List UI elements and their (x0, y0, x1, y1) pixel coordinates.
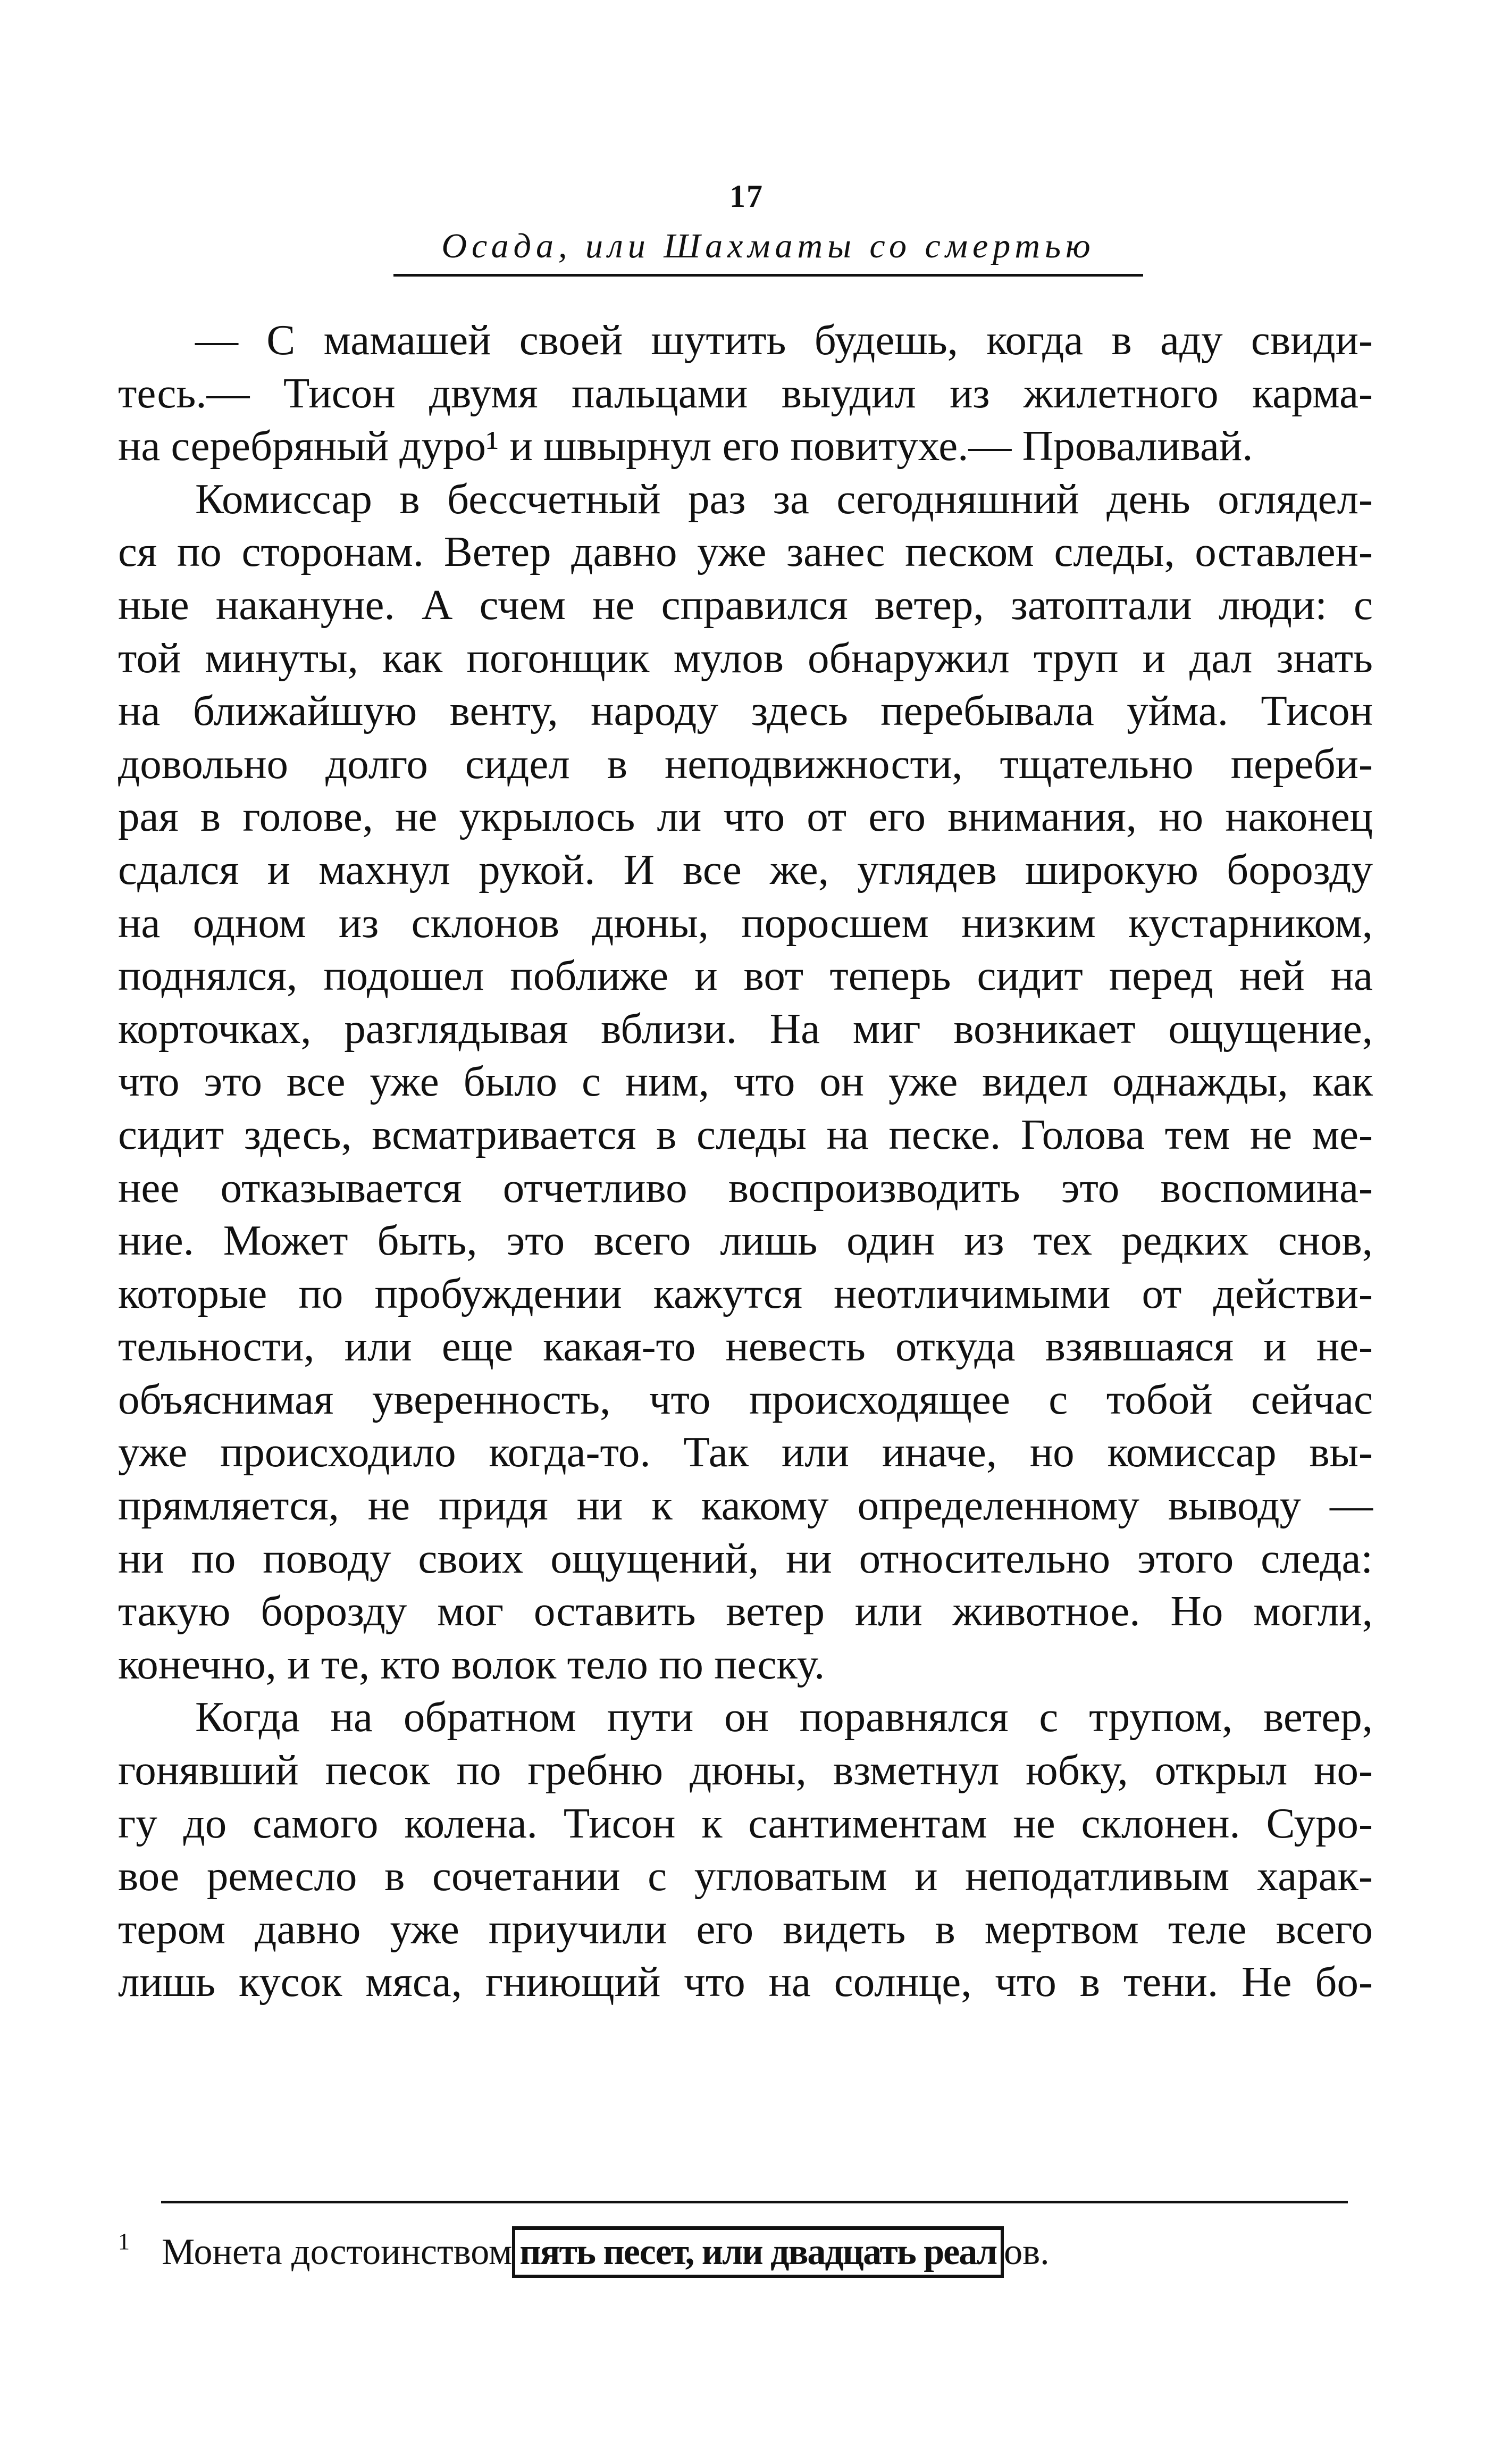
text-line: довольно долго сидел в неподвижности, тщательно переби- (118, 739, 1373, 788)
text-line: что это все уже было с ним, что он уже видел однажды, как (118, 1057, 1373, 1106)
page-number: 17 (729, 179, 764, 214)
text-line: сидит здесь, всматривается в следы на песке. Голова тем не ме- (118, 1110, 1373, 1158)
text-line: тельности, или еще какая-то невесть откуда взявшаяся и не- (118, 1322, 1373, 1371)
footnote-text-end: ов. (1004, 2232, 1050, 2273)
text-line: ные накануне. А счем не справился ветер, затоптали люди: с (118, 580, 1373, 629)
text-line: конечно, и те, кто волок тело по песку. (118, 1640, 825, 1688)
text-line: гонявший песок по гребню дюны, взметнул юбку, открыл но- (118, 1746, 1373, 1794)
text-line: уже происходило когда-то. Так или иначе, но комиссар вы- (118, 1428, 1373, 1476)
text-line: на одном из склонов дюны, поросшем низким кустарником, (118, 898, 1373, 947)
footnote-text: Монета достоинством (162, 2232, 513, 2273)
text-line: на серебряный дуро¹ и швырнул его повитухе.— Проваливай. (118, 422, 1253, 470)
text-line: которые по пробуждении кажутся неотличимыми от действи- (118, 1269, 1373, 1317)
footnote-boxed-correction: пять песет, или двадцать реал (512, 2226, 1004, 2278)
text-line: поднялся, подошел поближе и вот теперь сидит перед ней на (118, 951, 1373, 1000)
text-line: объяснимая уверенность, что происходящее с тобой сейчас (118, 1375, 1373, 1423)
text-line: на ближайшую венту, народу здесь перебывала уйма. Тисон (118, 687, 1373, 735)
text-line: ся по сторонам. Ветер давно уже занес песком следы, оставлен- (118, 528, 1373, 576)
text-line: такую борозду мог оставить ветер или животное. Но могли, (118, 1587, 1373, 1635)
text-line: лишь кусок мяса, гниющий что на солнце, что в тени. Не бо- (118, 1958, 1373, 2006)
footnote (118, 2226, 1050, 2279)
body-text (118, 314, 1373, 2009)
text-line: вое ремесло в сочетании с угловатым и неподатливым харак- (118, 1852, 1373, 1900)
text-line: Комиссар в бессчетный раз за сегодняшний день оглядел- (195, 474, 1373, 523)
text-line: рая в голове, не укрылось ли что от его внимания, но наконец (118, 792, 1373, 841)
text-line: сдался и махнул рукой. И все же, углядев широкую борозду (118, 845, 1373, 893)
text-line: нее отказывается отчетливо воспроизводить это воспомина- (118, 1163, 1373, 1212)
text-line: тесь.— Тисон двумя пальцами выудил из жилетного карма- (118, 369, 1373, 417)
text-line: ни по поводу своих ощущений, ни относительно этого следа: (118, 1534, 1373, 1582)
text-line: ние. Может быть, это всего лишь один из тех редких снов, (118, 1216, 1373, 1265)
text-line: корточках, разглядывая вблизи. На миг возникает ощущение, (118, 1004, 1373, 1053)
text-line: гу до самого колена. Тисон к сантиментам не склонен. Суро- (118, 1799, 1373, 1847)
footnote-mark: 1 (118, 2228, 130, 2254)
text-line: той минуты, как погонщик мулов обнаружил труп и дал знать (118, 633, 1373, 682)
text-line: тером давно уже приучили его видеть в мертвом теле всего (118, 1905, 1373, 1953)
text-line: Когда на обратном пути он поравнялся с трупом, ветер, (195, 1693, 1373, 1741)
running-head: Осада, или Шахматы со смертью (393, 226, 1143, 277)
footnote-divider (161, 2201, 1348, 2203)
text-line: прямляется, не придя ни к какому определенному выводу — (118, 1481, 1373, 1530)
text-line: — С мамашей своей шутить будешь, когда в аду свиди- (195, 316, 1373, 364)
